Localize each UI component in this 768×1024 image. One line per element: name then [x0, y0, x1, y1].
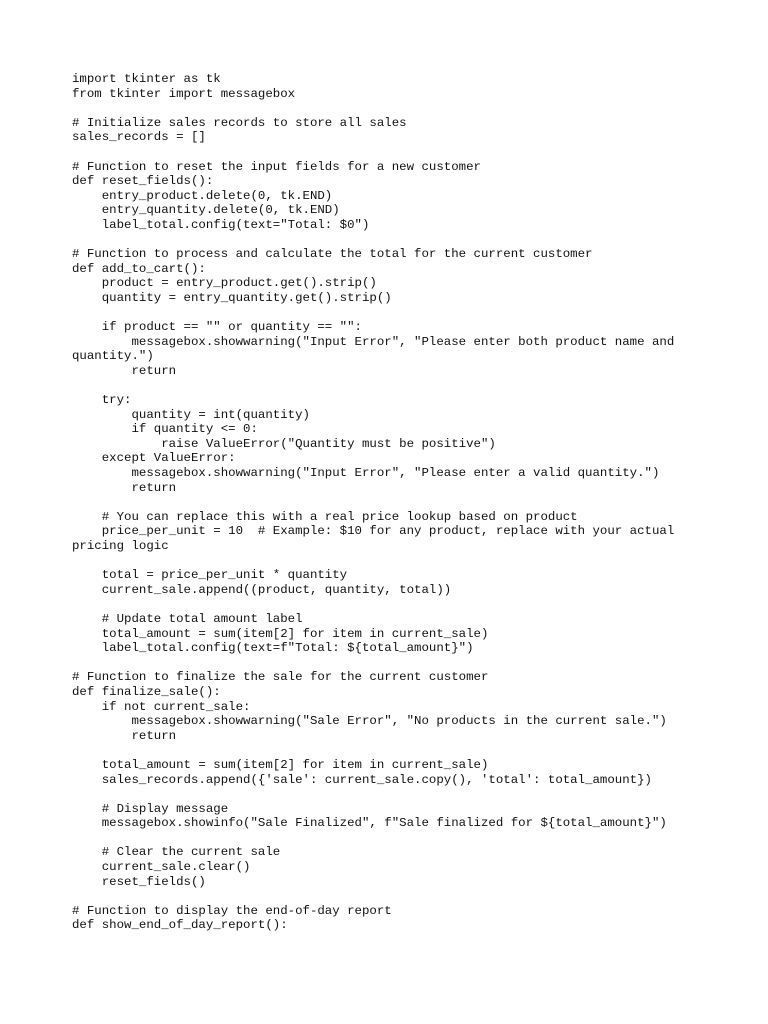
code-line — [72, 787, 712, 802]
code-line — [72, 378, 712, 393]
code-line: total_amount = sum(item[2] for item in current_sale) — [72, 626, 489, 641]
code-line: return — [72, 363, 177, 378]
code-line: except ValueError: — [72, 451, 236, 466]
code-line — [72, 101, 712, 116]
code-line: def finalize_sale(): — [72, 684, 221, 699]
code-line: product = entry_product.get().strip() — [72, 276, 377, 291]
code-line: current_sale.clear() — [72, 860, 251, 875]
code-line — [72, 145, 712, 160]
code-line: quantity.") — [72, 349, 154, 364]
code-line: pricing logic — [72, 539, 169, 553]
code-line: import tkinter as tk — [72, 72, 221, 86]
code-line: def reset_fields(): — [72, 174, 214, 189]
code-line: if product == "" or quantity == "": — [72, 320, 362, 335]
code-line: current_sale.append((product, quantity, total)) — [72, 582, 452, 597]
code-line: sales_records.append({'sale': current_sale.copy(), 'total': total_amount}) — [72, 772, 652, 787]
code-line: price_per_unit = 10 # Example: $10 for any product, replace with your actual — [72, 524, 675, 539]
code-line: entry_product.delete(0, tk.END) — [72, 188, 333, 203]
code-listing — [72, 72, 712, 933]
code-line: def show_end_of_day_report(): — [72, 918, 288, 933]
code-line: total_amount = sum(item[2] for item in current_sale) — [72, 757, 489, 772]
code-line — [72, 889, 712, 904]
code-line — [72, 743, 712, 758]
code-line: try: — [72, 393, 132, 408]
code-line — [72, 656, 712, 671]
code-line: # Function to process and calculate the total for the current customer — [72, 247, 593, 262]
code-line — [72, 831, 712, 846]
code-line: messagebox.showwarning("Sale Error", "No products in the current sale.") — [72, 714, 667, 729]
code-line: # Display message — [72, 801, 229, 816]
code-line: if quantity <= 0: — [72, 422, 258, 437]
code-line: return — [72, 480, 177, 495]
code-line: sales_records = [] — [72, 130, 206, 145]
code-line: def add_to_cart(): — [72, 261, 206, 276]
code-line: # You can replace this with a real price lookup based on product — [72, 509, 578, 524]
code-line: # Initialize sales records to store all sales — [72, 115, 407, 130]
code-line — [72, 233, 712, 248]
code-line — [72, 597, 712, 612]
code-line: # Function to finalize the sale for the current customer — [72, 670, 489, 685]
code-line — [72, 495, 712, 510]
code-line: messagebox.showwarning("Input Error", "Please enter a valid quantity.") — [72, 466, 660, 481]
code-line: quantity = entry_quantity.get().strip() — [72, 290, 392, 305]
code-line: entry_quantity.delete(0, tk.END) — [72, 203, 340, 218]
code-line — [72, 554, 712, 569]
code-line: # Function to reset the input fields for a new customer — [72, 159, 481, 174]
code-line: # Update total amount label — [72, 611, 303, 626]
code-line: # Function to display the end-of-day report — [72, 903, 392, 918]
code-line: label_total.config(text=f"Total: ${total_amount}") — [72, 641, 474, 656]
code-line: if not current_sale: — [72, 699, 251, 714]
code-line: label_total.config(text="Total: $0") — [72, 217, 370, 232]
code-line: messagebox.showinfo("Sale Finalized", f"Sale finalized for ${total_amount}") — [72, 816, 667, 831]
code-line: return — [72, 728, 177, 743]
code-line: from tkinter import messagebox — [72, 86, 296, 101]
code-line: messagebox.showwarning("Input Error", "Please enter both product name and — [72, 334, 675, 349]
code-line: total = price_per_unit * quantity — [72, 568, 348, 583]
code-line — [72, 306, 712, 321]
code-line: # Clear the current sale — [72, 845, 281, 860]
code-line: quantity = int(quantity) — [72, 407, 310, 422]
code-line: raise ValueError("Quantity must be positive") — [72, 436, 496, 451]
code-line: reset_fields() — [72, 874, 206, 889]
